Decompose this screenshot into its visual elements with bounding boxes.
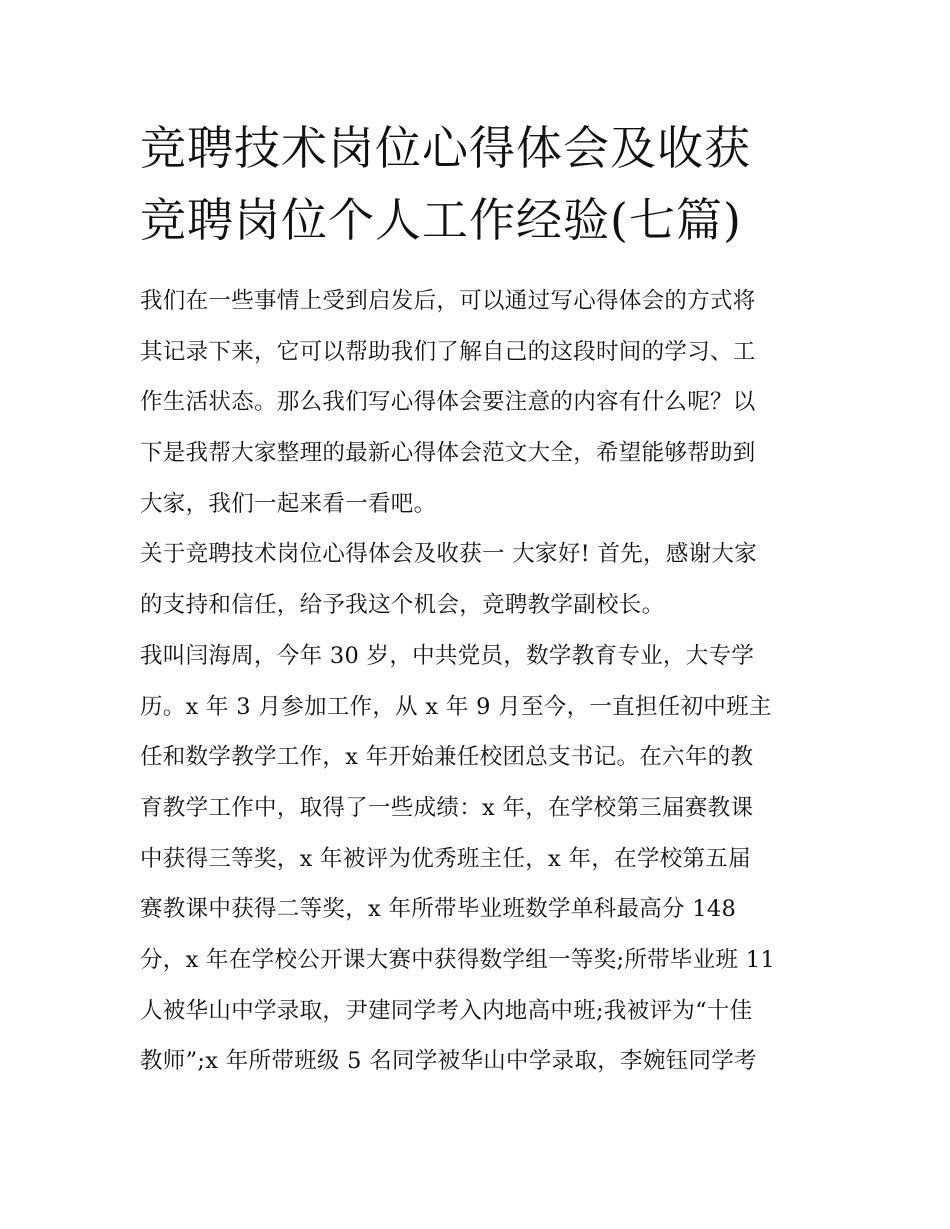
body-line: 分，x 年在学校公开课大赛中获得数学组一等奖;所带毕业班 11	[140, 946, 776, 973]
title-line-1: 竞聘技术岗位心得体会及收获	[140, 121, 751, 175]
body-line: 中获得三等奖，x 年被评为优秀班主任，x 年，在学校第五届	[140, 845, 751, 872]
body-line: 育教学工作中，取得了一些成绩：x 年，在学校第三届赛教课	[140, 794, 754, 821]
body-line: 任和数学教学工作，x 年开始兼任校团总支书记。在六年的教	[140, 744, 754, 771]
body-line: 我叫闫海周，今年 30 岁，中共党员，数学教育专业，大专学	[140, 642, 755, 669]
document-title	[140, 112, 830, 256]
body-line: 关于竞聘技术岗位心得体会及收获一 大家好! 首先，感谢大家	[140, 541, 758, 568]
title-line-2: 竞聘岗位个人工作经验(七篇)	[140, 193, 742, 247]
body-line: 的支持和信任，给予我这个机会，竞聘教学副校长。	[140, 592, 665, 619]
body-line: 作生活状态。那么我们写心得体会要注意的内容有什么呢？以	[140, 389, 756, 416]
body-line: 教师”;x 年所带班级 5 名同学被华山中学录取，李婉钰同学考	[140, 1048, 757, 1075]
body-line: 其记录下来，它可以帮助我们了解自己的这段时间的学习、工	[140, 338, 756, 365]
body-line: 下是我帮大家整理的最新心得体会范文大全，希望能够帮助到	[140, 440, 756, 467]
document-body	[140, 276, 820, 1087]
body-line: 我们在一些事情上受到启发后，可以通过写心得体会的方式将	[140, 288, 756, 314]
body-line: 赛教课中获得二等奖，x 年所带毕业班数学单科最高分 148	[140, 896, 737, 923]
body-line: 历。x 年 3 月参加工作，从 x 年 9 月至今，一直担任初中班主	[140, 693, 772, 720]
body-line: 大家，我们一起来看一看吧。	[140, 490, 437, 517]
body-line: 人被华山中学录取，尹建同学考入内地高中班;我被评为“十佳	[140, 997, 753, 1024]
